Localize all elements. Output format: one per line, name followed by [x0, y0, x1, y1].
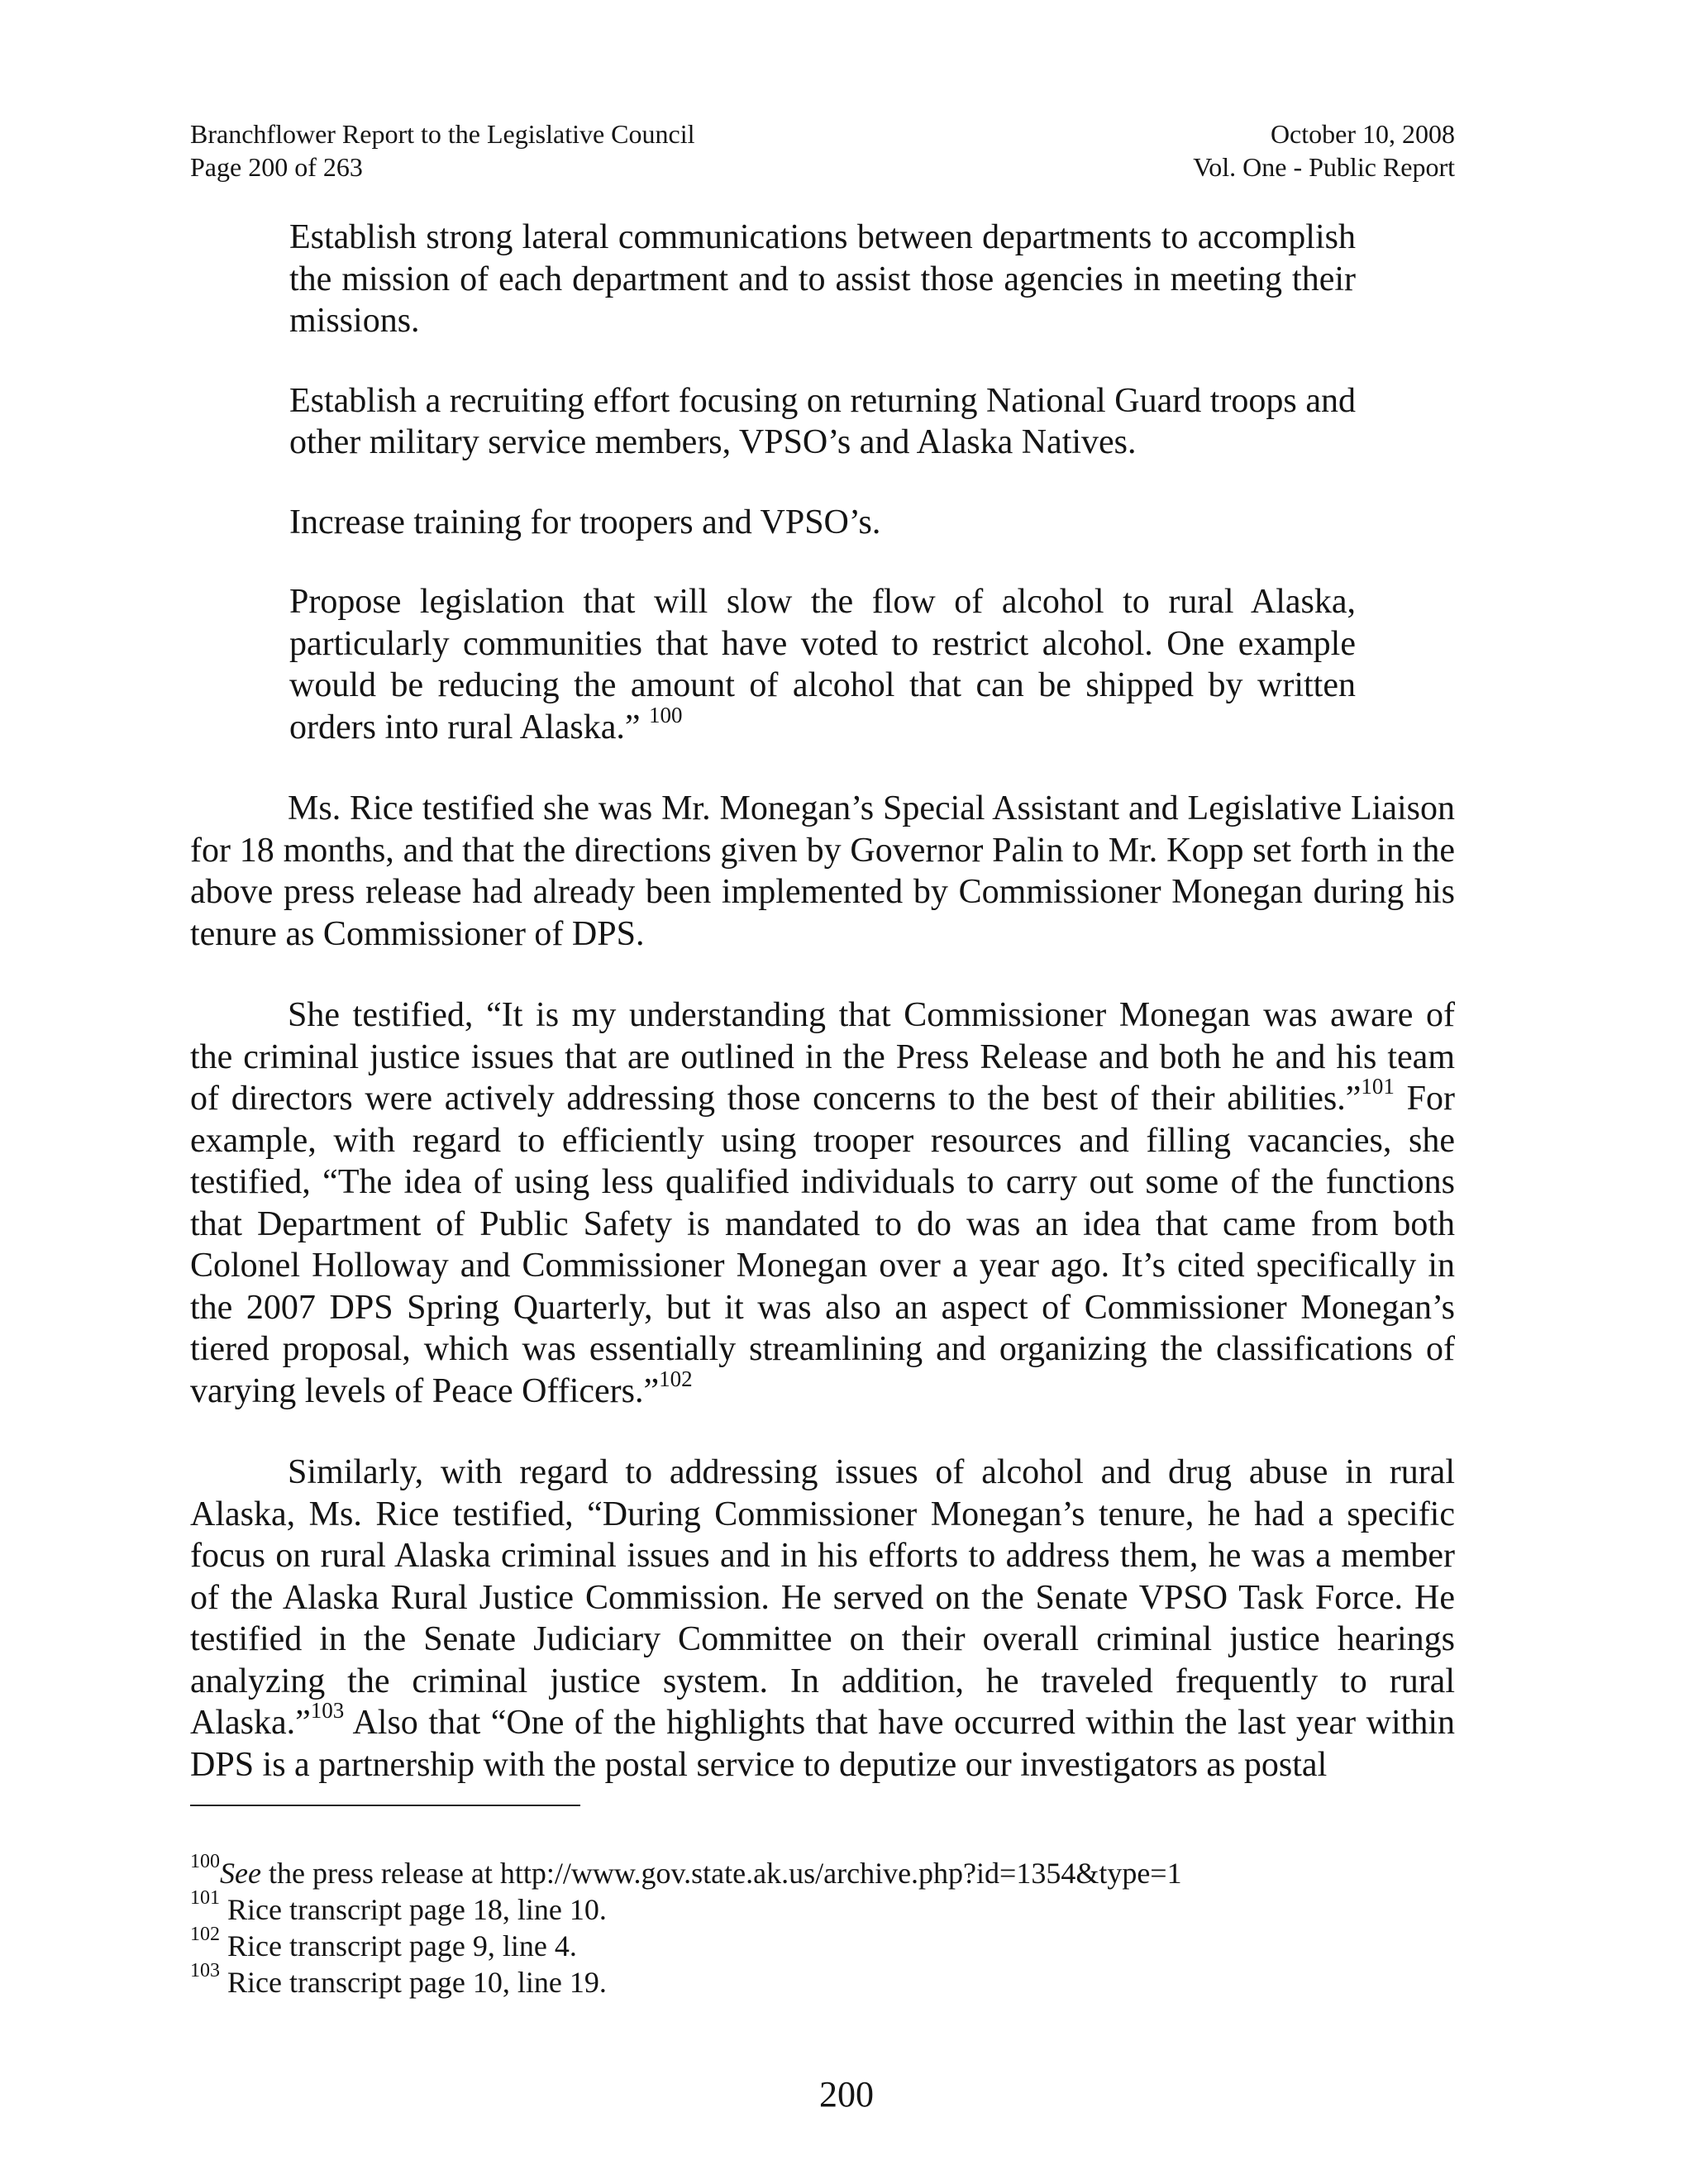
- footnote-italic: See: [220, 1857, 261, 1890]
- footnote-100: [190, 1851, 1455, 1891]
- header-right: [1193, 117, 1455, 184]
- report-title: Branchflower Report to the Legislative Council: [190, 119, 695, 149]
- footnote-text: Rice transcript page 18, line 10.: [220, 1893, 607, 1926]
- footnote-ref-100[interactable]: 100: [649, 702, 683, 727]
- footnote-103: [190, 1960, 1455, 2000]
- page-number: 200: [819, 2074, 874, 2115]
- footnote-ref-103[interactable]: 103: [310, 1698, 345, 1723]
- footnote-number: 103: [190, 1960, 220, 1981]
- paragraph-rice-liaison: Ms. Rice testified she was Mr. Monegan’s Special Assistant and Legislative Liaison for 18 months, and that the directions given by Governor Palin to Mr. Kopp set forth in the above press release had already been implemented by Commissioner Monegan during his tenure as Commissioner of DPS.: [190, 789, 1455, 953]
- quote-last-text: Propose legislation that will slow the flow of alcohol to rural Alaska, particularly communities that have voted to restrict alcohol. One example would be reducing the amount of alcohol that can be shipped by written orders into rural Alaska.”: [289, 583, 1356, 746]
- footnote-text: Rice transcript page 10, line 19.: [220, 1966, 607, 1999]
- paragraph-text: Also that “One of the highlights that have occurred within the last year within DPS is a partnership with the postal service to deputize our investigators as postal: [190, 1704, 1455, 1784]
- quote-item: Establish strong lateral communications between departments to accomplish the mission of each department and to assist those agencies in meeting their missions.: [289, 218, 1356, 340]
- footnotes: [190, 1851, 1455, 2000]
- document-body: [190, 217, 1455, 1786]
- footnote-number: 101: [190, 1887, 220, 1909]
- footnote-text[interactable]: the press release at http://www.gov.state.ak.us/archive.php?id=1354&type=1: [260, 1857, 1182, 1890]
- quote-item: Establish a recruiting effort focusing on returning National Guard troops and other military service members, VPSO’s and Alaska Natives.: [289, 381, 1356, 461]
- report-volume: Vol. One - Public Report: [1193, 152, 1455, 182]
- footnote-divider: [190, 1805, 580, 1806]
- footnote-number: 102: [190, 1924, 220, 1945]
- paragraph-text: Similarly, with regard to addressing issues of alcohol and drug abuse in rural Alaska, Ms. Rice testified, “During Commissioner Monegan’s tenure, he had a specific focus on rural Alaska criminal issues and in his efforts to address them, he was a member of the Alaska Rural Justice Commission. He served on the Senate VPSO Task Force. He testified in the Senate Judiciary Committee on their overall criminal justice hearings analyzing the criminal justice system. In addition, he traveled frequently to rural Alaska.”: [190, 1453, 1455, 1742]
- page-of-count: Page 200 of 263: [190, 152, 363, 182]
- footnote-102: [190, 1924, 1455, 1964]
- paragraph-rural-alaska: [190, 1452, 1455, 1786]
- report-date: October 10, 2008: [1270, 119, 1455, 149]
- paragraph-text: For example, with regard to efficiently using trooper resources and filling vacancies, she testified, “The idea of using less qualified individuals to carry out some of the functions that Department of Public Safety is mandated to do was an idea that came from both Colonel Holloway and Commissioner Monegan over a year ago. It’s cited specifically in the 2007 DPS Spring Quarterly, but it was also an aspect of Commissioner Monegan’s tiered proposal, which was essentially streamlining and organizing the classifications of varying levels of Peace Officers.”: [190, 1080, 1455, 1410]
- footnote-text: Rice transcript page 9, line 4.: [220, 1929, 577, 1962]
- paragraph-text: She testified, “It is my understanding that Commissioner Monegan was aware of the criminal justice issues that are outlined in the Press Release and both he and his team of directors were actively addressing those concerns to the best of their abilities.”: [190, 996, 1455, 1118]
- footnote-ref-102[interactable]: 102: [659, 1366, 693, 1391]
- footnote-number: 100: [190, 1851, 220, 1872]
- footnote-ref-101[interactable]: 101: [1361, 1074, 1395, 1099]
- quote-item-last: [289, 581, 1356, 748]
- block-quote: [289, 217, 1356, 748]
- header-left: [190, 117, 695, 184]
- paragraph-rice-testimony: [190, 994, 1455, 1412]
- footnote-101: [190, 1887, 1455, 1928]
- quote-item: Increase training for troopers and VPSO’s.: [289, 503, 881, 541]
